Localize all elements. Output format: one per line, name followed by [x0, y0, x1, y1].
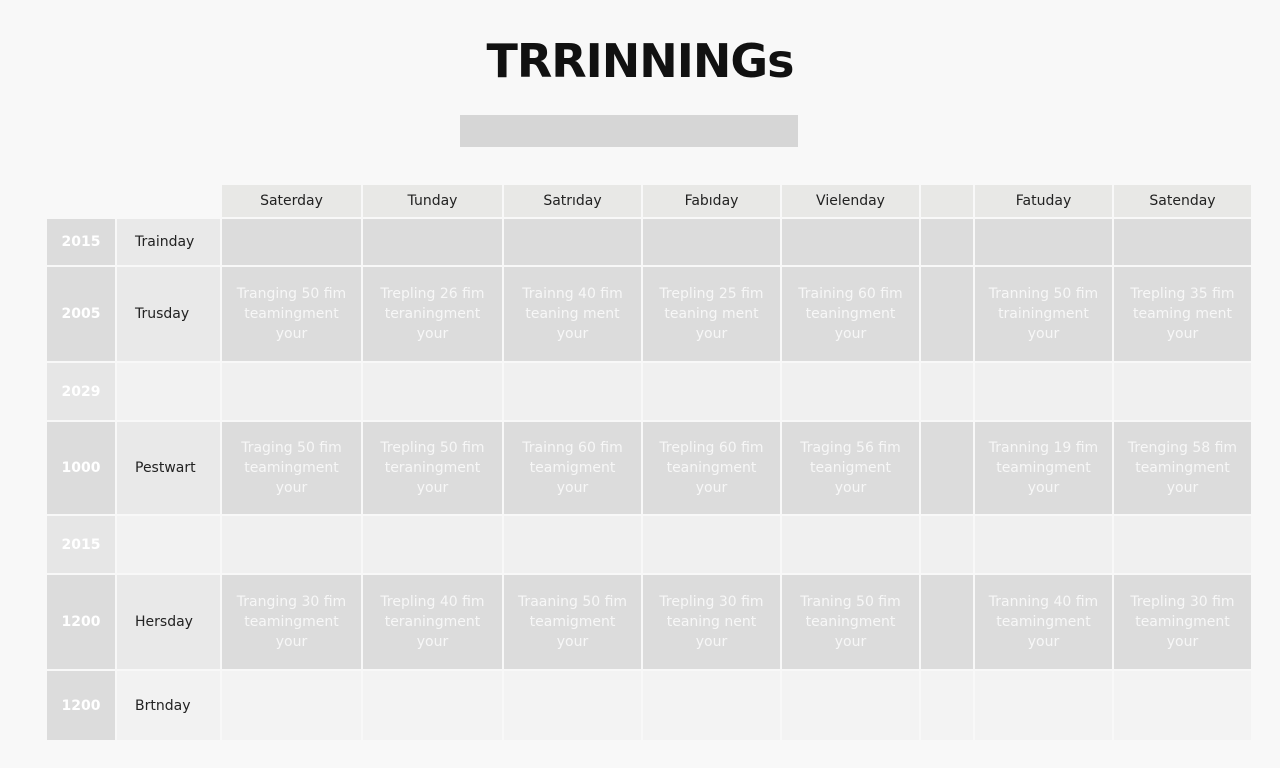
entry-line: Trepling 30 fim: [659, 594, 764, 610]
entry-line: trainingment: [998, 306, 1089, 322]
training-entry[interactable]: [363, 575, 502, 669]
training-entry[interactable]: [1114, 575, 1251, 669]
entry-line: teanigment: [810, 460, 891, 476]
entry-line: your: [695, 326, 728, 342]
entry-line: teamingment: [996, 460, 1091, 476]
empty-slot[interactable]: [643, 363, 780, 420]
row-label: Trainday: [117, 219, 220, 265]
empty-slot[interactable]: [921, 267, 973, 361]
row-year: 2029: [47, 363, 115, 420]
entry-line: Tranning 40 fim: [988, 594, 1099, 610]
entry-line: teraningment: [384, 306, 481, 322]
entry-line: your: [834, 326, 867, 342]
entry-line: teamingment: [1135, 614, 1230, 630]
entry-line: your: [275, 634, 308, 650]
entry-line: Trepling 25 fim: [659, 286, 764, 302]
row-year: 1200: [47, 671, 115, 740]
empty-slot[interactable]: [643, 671, 780, 740]
training-entry[interactable]: [363, 422, 502, 514]
entry-line: teaning ment: [664, 306, 759, 322]
entry-line: your: [1166, 326, 1199, 342]
training-entry[interactable]: [363, 267, 502, 361]
training-entry[interactable]: [1114, 267, 1251, 361]
training-entry[interactable]: [222, 267, 361, 361]
entry-line: Tranging 30 fim: [236, 594, 347, 610]
empty-slot[interactable]: [643, 516, 780, 573]
empty-slot[interactable]: [363, 671, 502, 740]
row-year: 1000: [47, 422, 115, 514]
entry-line: your: [275, 326, 308, 342]
entry-line: Trainng 40 fim: [522, 286, 623, 302]
empty-slot[interactable]: [504, 363, 641, 420]
entry-line: teaning ment: [525, 306, 620, 322]
training-entry[interactable]: [222, 422, 361, 514]
training-entry[interactable]: [975, 422, 1112, 514]
entry-line: Traging 50 fim: [241, 440, 342, 456]
empty-slot[interactable]: [363, 516, 502, 573]
entry-line: teamingment: [244, 614, 339, 630]
entry-line: your: [1166, 634, 1199, 650]
empty-slot[interactable]: [782, 363, 919, 420]
training-entry[interactable]: [504, 575, 641, 669]
entry-line: teamigment: [529, 460, 616, 476]
entry-line: your: [556, 634, 589, 650]
empty-slot[interactable]: [222, 516, 361, 573]
row-label: [117, 363, 220, 420]
day-header: Tunday: [363, 185, 502, 217]
training-entry[interactable]: [504, 267, 641, 361]
entry-line: your: [1027, 326, 1060, 342]
entry-line: your: [695, 480, 728, 496]
empty-slot[interactable]: [1114, 219, 1251, 265]
row-year: 2015: [47, 516, 115, 573]
entry-line: your: [556, 480, 589, 496]
entry-line: Traging 56 fim: [800, 440, 901, 456]
empty-slot[interactable]: [222, 219, 361, 265]
entry-line: your: [275, 480, 308, 496]
row-year: 2015: [47, 219, 115, 265]
entry-line: teaningment: [666, 460, 757, 476]
entry-line: teraningment: [384, 614, 481, 630]
entry-line: teamigment: [529, 614, 616, 630]
header-corner: [47, 185, 115, 217]
entry-line: teaningment: [805, 614, 896, 630]
empty-slot[interactable]: [1114, 516, 1251, 573]
entry-line: your: [1027, 634, 1060, 650]
empty-slot[interactable]: [921, 219, 973, 265]
entry-line: Trainng 60 fim: [522, 440, 623, 456]
training-entry[interactable]: [222, 575, 361, 669]
training-entry[interactable]: [975, 575, 1112, 669]
entry-line: your: [556, 326, 589, 342]
entry-line: teamingment: [996, 614, 1091, 630]
empty-slot[interactable]: [921, 422, 973, 514]
empty-slot[interactable]: [504, 219, 641, 265]
entry-line: Trepling 26 fim: [380, 286, 485, 302]
entry-line: Traaning 50 fim: [517, 594, 628, 610]
training-entry[interactable]: [643, 575, 780, 669]
training-entry[interactable]: [504, 422, 641, 514]
entry-line: your: [416, 634, 449, 650]
day-header: [921, 185, 973, 217]
empty-slot[interactable]: [782, 219, 919, 265]
empty-slot[interactable]: [504, 671, 641, 740]
training-entry[interactable]: [782, 575, 919, 669]
empty-slot[interactable]: [1114, 363, 1251, 420]
entry-line: your: [416, 480, 449, 496]
empty-slot[interactable]: [643, 219, 780, 265]
entry-line: Traning 50 fim: [800, 594, 901, 610]
entry-line: your: [834, 634, 867, 650]
day-header: Vielenday: [782, 185, 919, 217]
row-year: 1200: [47, 575, 115, 669]
subtitle-placeholder-bar: [460, 115, 798, 147]
entry-line: Trepling 60 fim: [659, 440, 764, 456]
training-entry[interactable]: [643, 422, 780, 514]
entry-line: teaningment: [805, 306, 896, 322]
day-header: Satenday: [1114, 185, 1251, 217]
day-header: Saterday: [222, 185, 361, 217]
empty-slot[interactable]: [1114, 671, 1251, 740]
header-corner-label: [117, 185, 220, 217]
row-label: [117, 516, 220, 573]
empty-slot[interactable]: [782, 516, 919, 573]
page-title: TRRINNINGs: [486, 34, 794, 88]
entry-line: teraningment: [384, 460, 481, 476]
entry-line: your: [1166, 480, 1199, 496]
empty-slot[interactable]: [975, 516, 1112, 573]
entry-line: Tranning 50 fim: [988, 286, 1099, 302]
entry-line: Tranging 50 fim: [236, 286, 347, 302]
training-entry[interactable]: [643, 267, 780, 361]
empty-slot[interactable]: [975, 363, 1112, 420]
entry-line: Trepling 40 fim: [380, 594, 485, 610]
row-year: 2005: [47, 267, 115, 361]
entry-line: Trepling 30 fim: [1130, 594, 1235, 610]
empty-slot[interactable]: [921, 363, 973, 420]
day-header: Fabıday: [643, 185, 780, 217]
day-header: Satrıday: [504, 185, 641, 217]
entry-line: teamingment: [244, 460, 339, 476]
entry-line: teaning nent: [666, 614, 757, 630]
empty-slot[interactable]: [782, 671, 919, 740]
entry-line: your: [834, 480, 867, 496]
training-entry[interactable]: [782, 267, 919, 361]
entry-line: Training 60 fim: [798, 286, 903, 302]
empty-slot[interactable]: [921, 516, 973, 573]
day-header: Fatuday: [975, 185, 1112, 217]
empty-slot[interactable]: [975, 219, 1112, 265]
row-label: Pestwart: [117, 422, 220, 514]
training-entry[interactable]: [975, 267, 1112, 361]
empty-slot[interactable]: [222, 671, 361, 740]
schedule-table: [47, 185, 1238, 727]
training-entry[interactable]: [1114, 422, 1251, 514]
empty-slot[interactable]: [363, 363, 502, 420]
empty-slot[interactable]: [921, 671, 973, 740]
entry-line: Trepling 35 fim: [1130, 286, 1235, 302]
entry-line: teamingment: [1135, 460, 1230, 476]
empty-slot[interactable]: [222, 363, 361, 420]
entry-line: your: [1027, 480, 1060, 496]
training-entry[interactable]: [782, 422, 919, 514]
empty-slot[interactable]: [363, 219, 502, 265]
entry-line: teamingment: [244, 306, 339, 322]
entry-line: your: [695, 634, 728, 650]
row-label: Brtnday: [117, 671, 220, 740]
entry-line: Trepling 50 fim: [380, 440, 485, 456]
entry-line: Tranning 19 fim: [988, 440, 1099, 456]
row-label: Hersday: [117, 575, 220, 669]
empty-slot[interactable]: [504, 516, 641, 573]
entry-line: teaming ment: [1132, 306, 1233, 322]
entry-line: Trenging 58 fim: [1127, 440, 1238, 456]
row-label: Trusday: [117, 267, 220, 361]
empty-slot[interactable]: [975, 671, 1112, 740]
entry-line: your: [416, 326, 449, 342]
empty-slot[interactable]: [921, 575, 973, 669]
